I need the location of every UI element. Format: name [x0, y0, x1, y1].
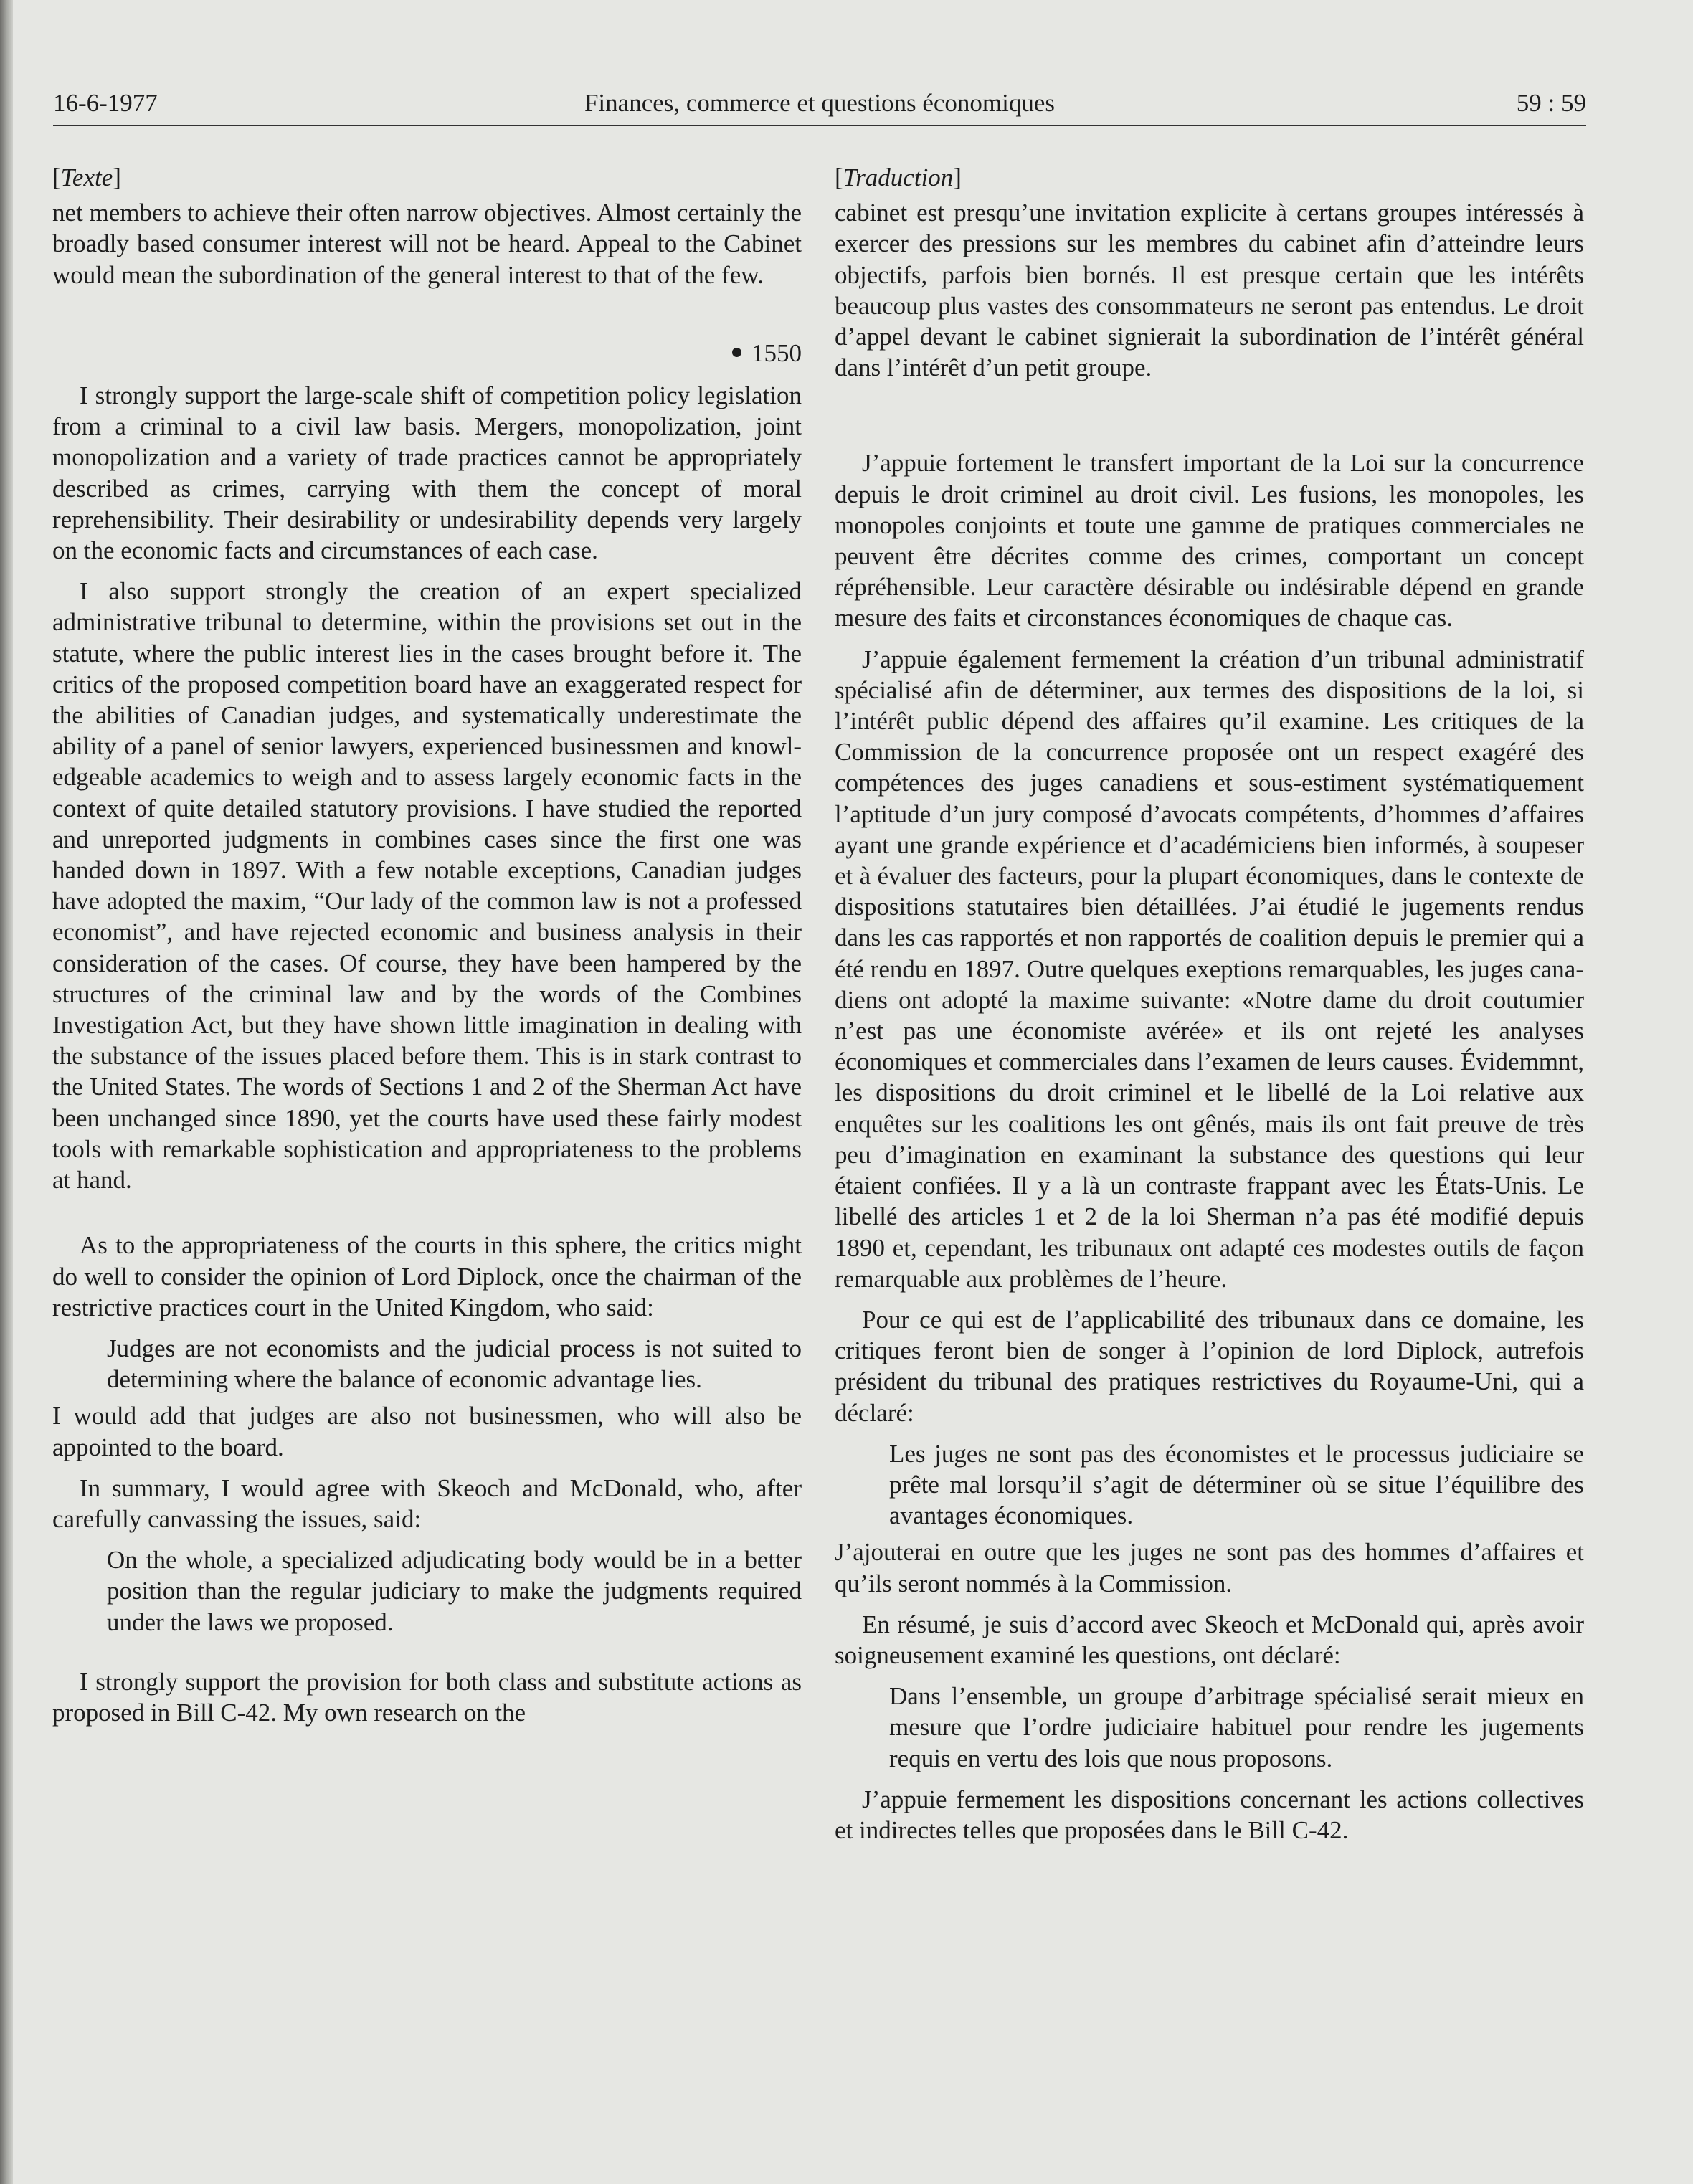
- paragraph: As to the appropriateness of the courts in this sphere, the critics might do well to consider the opinion of Lord Diplock, once the chairman of the restrictive practices court in the United Kingdom, who said:: [52, 1231, 802, 1321]
- paragraph: In summary, I would agree with Skeoch and McDonald, who, after carefully canvassing the issues, said:: [52, 1473, 802, 1533]
- block-quote: Judges are not economists and the judicial process is not suited to determining where the balance of economic advantage lies.: [107, 1334, 802, 1394]
- paragraph: J’appuie fortement le transfert important de la Loi sur la concurrence depuis le droit criminel au droit civil. Les fusions, les monopoles, les monopoles conjoints et toute une gamme de pratiques commerciales ne peuvent être décrites comme des crimes, comportant un concept répréhensible. Leur caractère désirable ou indésirable dépend en grande mesure des faits et circonstances économiques de chaque cas.: [835, 449, 1584, 632]
- paragraph: J’ajouterai en outre que les juges ne sont pas des hommes d’affaires et qu’ils seront nommés à la Commission.: [835, 1538, 1584, 1597]
- paragraph: J’appuie également fermement la création d’un tribunal administratif spécialisé afin de déterminer, aux termes des dispositions de la loi, si l’intérêt public dépend des affaires qu’il examine. Les critiques de la Commission de la concurrence proposée ont un respect exagéré des compétences des juges canadiens et sous-estiment systématiquement l’aptitude d’un jury composé d’avocats compétents, d’hommes d’affaires ayant une grande expérience et d’académiciens bien informés, à soupeser et à évaluer des facteurs, pour la plupart économiques, dans le contexte de dispositions statutaires bien détaillées. J’ai étudié le jugements rendus dans les cas rapportés et non rapportés de coalition depuis le premier qui a été rendu en 1897. Outre quelques exeptions remarquables, les juges canadiens ont adopté la maxime suivante: «Notre dame du droit coutumier n’est pas une économiste avérée» et ils ont rejeté les analyses économiques et commerciales dans l’examen de leurs causes. Évidemmnt, les dispositions du droit criminel et le libellé de la Loi relative aux enquêtes sur les coalitions les ont gênés, mais ils ont fait preuve de très peu d’imagination en examinant la substance des questions qui leur étaient confiées. Il y a là un contraste frappant avec les États-Unis. Le libellé des articles 1 et 2 de la loi Sherman n’a pas été modifié depuis 1890 et, cependant, les tribunaux ont adapté ces modestes outils de façon remarquable aux problèmes de l’heure.: [835, 645, 1584, 1293]
- block-quote: On the whole, a specialized adjudicating body would be in a better position than the regular judiciary to make the judgments required under the laws we proposed.: [107, 1546, 802, 1636]
- bullet-icon: [732, 348, 741, 357]
- english-column: [52, 162, 802, 1728]
- paragraph: net members to achieve their often narrow objectives. Almost certainly the broadly based consumer interest will not be heard. Appeal to the Cabinet would mean the subordination of the general interest to that of the few.: [52, 199, 802, 289]
- column-tag: [Traduction]: [835, 163, 962, 191]
- paragraph: I strongly support the provision for both class and substitute actions as proposed in Bill C-42. My own research on the: [52, 1667, 802, 1727]
- paragraph: cabinet est presqu’une invitation explicite à certans groupes intéressés à exercer des pressions sur les membres du cabinet afin d’atteindre leurs objectifs, parfois bien bornés. Il est presque certain que les intérêts beaucoup plus vastes des consommateurs ne seront pas entendus. Le droit d’appel devant le cabinet signierait la subordination de l’intérêt général dans l’intérêt d’un petit groupe.: [835, 199, 1584, 382]
- paragraph: Pour ce qui est de l’applicabilité des tribunaux dans ce domaine, les critiques feront bien de songer à l’opinion de lord Diplock, autrefois président du tribunal des pratiques restrictives du Royaume-Uni, qui a déclaré:: [835, 1305, 1584, 1427]
- running-header: [53, 86, 1586, 126]
- column-tag: [Texte]: [52, 163, 121, 191]
- paragraph: I would add that judges are also not businessmen, who will also be appointed to the board.: [52, 1402, 802, 1461]
- header-date: 16-6-1977: [53, 89, 158, 117]
- paragraph: I strongly support the large-scale shift of competition policy legislation from a criminal to a civil law basis. Mergers, monopolization, joint monopolization and a variety of trade practices cannot be appropriately described as crimes, carrying with them the concept of moral reprehensibility. Their desirability or undesirability depends very largely on the economic facts and circumstances of each case.: [52, 381, 802, 565]
- paragraph: J’appuie fermement les dispositions concernant les actions collectives et indirectes telles que proposées dans le Bill C-42.: [835, 1785, 1584, 1844]
- time-marker: 1550: [52, 338, 802, 369]
- block-quote: Dans l’ensemble, un groupe d’arbitrage spécialisé serait mieux en mesure que l’ordre judiciaire habituel pour rendre les jugements requis en vertu des lois que nous proposons.: [889, 1682, 1584, 1772]
- header-title: Finances, commerce et questions économiques: [584, 89, 1056, 117]
- paragraph: I also support strongly the creation of an expert specialized administrative tribunal to determine, within the provisions set out in the statute, where the public interest lies in the cases brought before it. The critics of the proposed competition board have an exaggerated respect for the abilities of Canadian judges, and systematically underestimate the ability of a panel of senior lawyers, experienced businessmen and knowledgeable academics to weigh and to assess largely economic facts in the context of quite detailed statutory provisions. I have studied the reported and unreported judgments in combines cases since the first one was handed down in 1897. With a few notable exceptions, Canadian judges have adopted the maxim, “Our lady of the common law is not a professed economist”, and have rejected economic and business analysis in their consideration of the cases. Of course, they have been hampered by the structures of the criminal law and by the words of the Combines Investigation Act, but they have shown little imagination in dealing with the substance of the issues placed before them. This is in stark contrast to the United States. The words of Sections 1 and 2 of the Sherman Act have been unchanged since 1890, yet the courts have used these fairly modest tools with remarkable sophistication and appropriateness to the problems at hand.: [52, 577, 802, 1195]
- french-column: [835, 162, 1584, 1846]
- binding-edge: [0, 0, 13, 2184]
- paragraph: En résumé, je suis d’accord avec Skeoch et McDonald qui, après avoir soigneusement examiné les questions, ont déclaré:: [835, 1610, 1584, 1669]
- header-page-number: 59 : 59: [1516, 89, 1586, 117]
- block-quote: Les juges ne sont pas des économistes et le processus judiciaire se prête mal lorsqu’il s’agit de déterminer où se situe l’équilibre des avantages économiques.: [889, 1439, 1584, 1530]
